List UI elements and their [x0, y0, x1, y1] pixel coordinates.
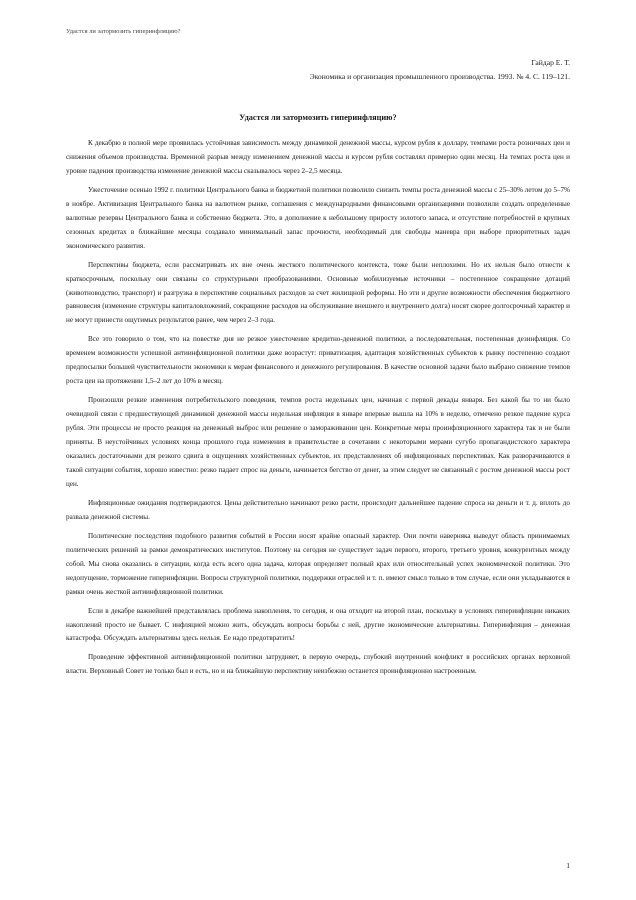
paragraph: Перспективы бюджета, если рассматривать их вне очень жесткого политического контекста, тоже были неплохими. Но их нельзя было отнести к краткосрочным, поскольку они связаны со структурными преобразованиями. Основные мобилизуемые источники – постепенное сокращение дотаций (животноводство, транспорт) и разгрузка в перспективе социальных расходов за счет жилищной реформы. Но эти и другие возможности обеспечения бюджетного равновесия (изменение структуры капиталовложений, сокращение расходов на обслуживание внешнего и внутреннего долга) носят скорее долгосрочный характер и не могут принести ощутимых результатов ранее, чем через 2–3 года. — [66, 260, 570, 325]
paragraph: Произошли резкие изменения потребительского поведения, темпов роста недельных цен, начиная с первой декады января. Без какой бы то ни было очевидной связи с предшествующей динамикой денежной массы недельная инфляция в январе впервые вышла на 10% в неделю, отмечено резкое падение курса рубля. Эти процессы не просто реакция на денежный выброс или решение о замораживании цен. Конкретные меры проинфляционного характера так и не были приняты. В неустойчивых условиях конца прошлого года изменения в правительстве в сочетании с некоторыми мерами сугубо пропагандистского характера оказались достаточными для резкого сдвига в ощущениях хозяйственных субъектов, их представлениях об инфляционных перспективах. Как разворачиваются в такой ситуации события, хорошо известно: резко падает спрос на деньги, начинается бегство от денег, за этим следует не связанный с ростом денежной массы рост цен. — [66, 396, 570, 488]
source-reference: Экономика и организация промышленного производства. 1993. № 4. С. 119–121. — [309, 72, 570, 81]
running-header: Удастся ли затормозить гиперинфляцию? — [66, 28, 181, 35]
article-body — [66, 137, 570, 684]
page-number: 1 — [566, 861, 570, 870]
author-name: Гайдар Е. Т. — [531, 58, 570, 67]
paragraph: Если в декабре важнейшей представлялась проблема накопления, то сегодня, и она отходит на второй план, поскольку в условиях гиперинфляции никаких накоплений просто не бывает. С инфляцией можно жить, обсуждать вопросы борьбы с ней, другие экономические альтернативы. Гиперинфляция – денежная катастрофа. Обсуждать альтернативы здесь нельзя. Ее надо предотвратить! — [66, 606, 570, 643]
paragraph: Политические последствия подобного развития событий в России носят крайне опасный характер. Они почти наверняка выведут область принимаемых политических решений за рамки демократических институтов. Поэтому на сегодня не существует задач первого, второго, третьего уровня, конкурентных между собой. Мы снова оказались в ситуации, когда есть всего одна задача, которая определяет полный крах или относительный успех экономической политики. Это недопущение, торможение гиперинфляции. Вопросы структурной политики, поддержки отраслей и т. п. имеют смысл только в том случае, если они укладываются в рамки очень жесткой антиинфляционной политики. — [66, 531, 570, 596]
paragraph: Все это говорило о том, что на повестке дня не резкое ужесточение кредитно-денежной политики, а последовательная, постепенная дезинфляция. Со временем возможности успешной антиинфляционной политики даже возрастут: приватизация, адаптация хозяйственных субъектов к рынку постепенно создают предпосылки большей чувствительности экономики к мерам финансового и денежного регулирования. В качестве основной задачи было выбрано снижение темпов роста цен на протяжении 1,5–2 лет до 10% в месяц. — [66, 335, 570, 386]
paragraph: К декабрю в полной мере проявилась устойчивая зависимость между динамикой денежной массы, курсом рубля к доллару, темпами роста розничных цен и снижения объемов производства. Временной разрыв между изменением денежной массы и курсом рубля составлял примерно один месяц. На темпах роста цен и уровне падения производства изменение денежной массы сказывалось через 2–2,5 месяца. — [66, 139, 570, 175]
citation-block — [310, 56, 570, 84]
article-title: Удастся ли затормозить гиперинфляцию? — [239, 113, 397, 122]
paragraph: Инфляционные ожидания подтверждаются. Цены действительно начинают резко расти, происходит дальнейшее падение спроса на деньги и т. д. вплоть до развала денежной системы. — [66, 498, 570, 521]
paragraph: Проведение эффективной антиинфляционной политики затрудняет, в первую очередь, глубокий внутренний конфликт в российских органах верховной власти. Верховный Совет не только был и есть, но и на ближайшую перспективу неизбежно останется проинфляционно настроенным. — [66, 653, 570, 676]
paragraph: Ужесточение осенью 1992 г. политики Центрального банка и бюджетной политики позволило снизить темпы роста денежной массы с 25–30% летом до 5–7% в ноябре. Активизация Центрального банка на валютном рынке, соглашения с международными финансовыми организациями позволили создать определенные валютные резервы Центрального банка и собственно бюджета. Это, в дополнение к небольшому приросту золотого запаса, и отсутствие потребностей в крупных сезонных кредитах в ближайшие месяцы создавало минимальный запас прочности, необходимый для свободы маневра при выборе приоритетных задач экономического развития. — [66, 185, 570, 250]
